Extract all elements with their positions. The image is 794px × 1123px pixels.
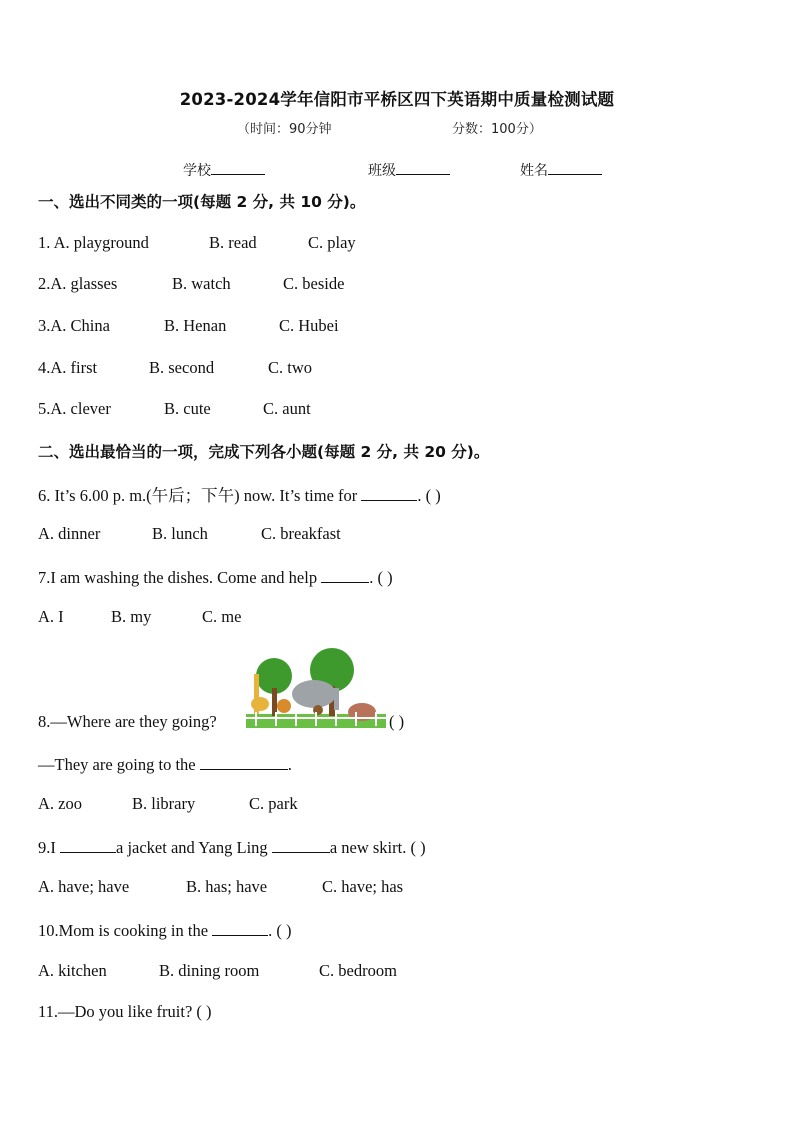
zoo-illustration — [246, 648, 386, 728]
school-label: 学校 — [183, 163, 211, 179]
q7-text: 7.I am washing the dishes. Come and help — [38, 568, 318, 587]
q7-stem — [38, 566, 393, 588]
name-field — [520, 160, 602, 180]
q9-option-c: C. have; has — [322, 877, 404, 896]
q6-option-c: C. breakfast — [261, 524, 341, 543]
q9-stem — [38, 836, 426, 858]
page-title: 2023-2024学年信阳市平桥区四下英语期中质量检测试题 — [179, 90, 615, 109]
q5-option-c: C. aunt — [263, 399, 311, 418]
q6-text: 6. It’s 6.00 p. m.(午后；下午) now. It’s time for — [38, 486, 358, 505]
q2-option-a: 2.A. glasses — [38, 274, 118, 293]
q1-option-a: 1. A. playground — [38, 233, 149, 252]
q8-stem: 8.—Where are they going? — [38, 712, 217, 731]
q8-blank[interactable] — [200, 753, 288, 770]
q7-bracket: . ( ) — [369, 568, 393, 587]
q10-text: 10.Mom is cooking in the — [38, 921, 209, 940]
class-blank[interactable] — [396, 160, 450, 175]
q7-option-c: C. me — [202, 607, 242, 626]
q9-blank-1[interactable] — [60, 836, 116, 853]
q3-option-a: 3.A. China — [38, 316, 110, 335]
name-blank[interactable] — [548, 160, 602, 175]
q4-option-a: 4.A. first — [38, 358, 98, 377]
section1-heading: 一、选出不同类的一项(每题 2 分, 共 10 分)。 — [38, 193, 366, 211]
q7-option-a: A. I — [38, 607, 64, 626]
time-limit: （时间：90分钟 — [237, 122, 332, 137]
q8-answer-line — [38, 753, 292, 775]
q3-option-b: B. Henan — [164, 316, 227, 335]
q6-option-b: B. lunch — [152, 524, 208, 543]
lion — [277, 699, 291, 713]
section2-heading: 二、选出最恰当的一项，完成下列各小题(每题 2 分, 共 20 分)。 — [38, 443, 490, 461]
school-blank[interactable] — [211, 160, 265, 175]
q6-blank[interactable] — [361, 484, 417, 501]
q1-option-b: B. read — [209, 233, 257, 252]
q4-option-c: C. two — [268, 358, 313, 377]
q6-bracket: . ( ) — [417, 486, 441, 505]
q9-option-b: B. has; have — [186, 877, 268, 896]
q9-text-start: 9.I — [38, 838, 56, 857]
q1-option-c: C. play — [308, 233, 356, 252]
total-score: 分数：100分） — [452, 122, 542, 137]
q9-text-end: a new skirt. ( ) — [329, 838, 426, 857]
q9-blank-2[interactable] — [272, 836, 330, 853]
q8-answer-text: —They are going to the — [38, 755, 196, 774]
q10-stem — [38, 919, 292, 941]
school-field — [183, 160, 265, 180]
q5-option-b: B. cute — [164, 399, 211, 418]
q5-option-a: 5.A. clever — [38, 399, 111, 418]
q8-option-a: A. zoo — [38, 794, 82, 813]
q10-option-b: B. dining room — [159, 961, 260, 980]
q6-option-a: A. dinner — [38, 524, 101, 543]
name-label: 姓名 — [520, 163, 548, 179]
q10-blank[interactable] — [212, 919, 268, 936]
q8-option-b: B. library — [132, 794, 196, 813]
q11-stem: 11.—Do you like fruit? ( ) — [38, 1002, 212, 1021]
q8-option-c: C. park — [249, 794, 298, 813]
q3-option-c: C. Hubei — [279, 316, 339, 335]
q2-option-b: B. watch — [172, 274, 231, 293]
q8-bracket: ( ) — [389, 712, 405, 731]
monkey — [313, 705, 323, 715]
class-label: 班级 — [368, 163, 396, 179]
q7-option-b: B. my — [111, 607, 152, 626]
giraffe — [251, 697, 269, 711]
q4-option-b: B. second — [149, 358, 215, 377]
elephant — [292, 680, 336, 708]
q8-period: . — [287, 755, 292, 774]
q10-option-a: A. kitchen — [38, 961, 107, 980]
q6-stem — [38, 482, 441, 506]
q2-option-c: C. beside — [283, 274, 345, 293]
class-field — [368, 160, 450, 180]
q9-option-a: A. have; have — [38, 877, 130, 896]
q10-option-c: C. bedroom — [319, 961, 397, 980]
q7-blank[interactable] — [321, 566, 369, 583]
q10-bracket: . ( ) — [268, 921, 292, 940]
q9-text-mid: a jacket and Yang Ling — [116, 838, 268, 857]
